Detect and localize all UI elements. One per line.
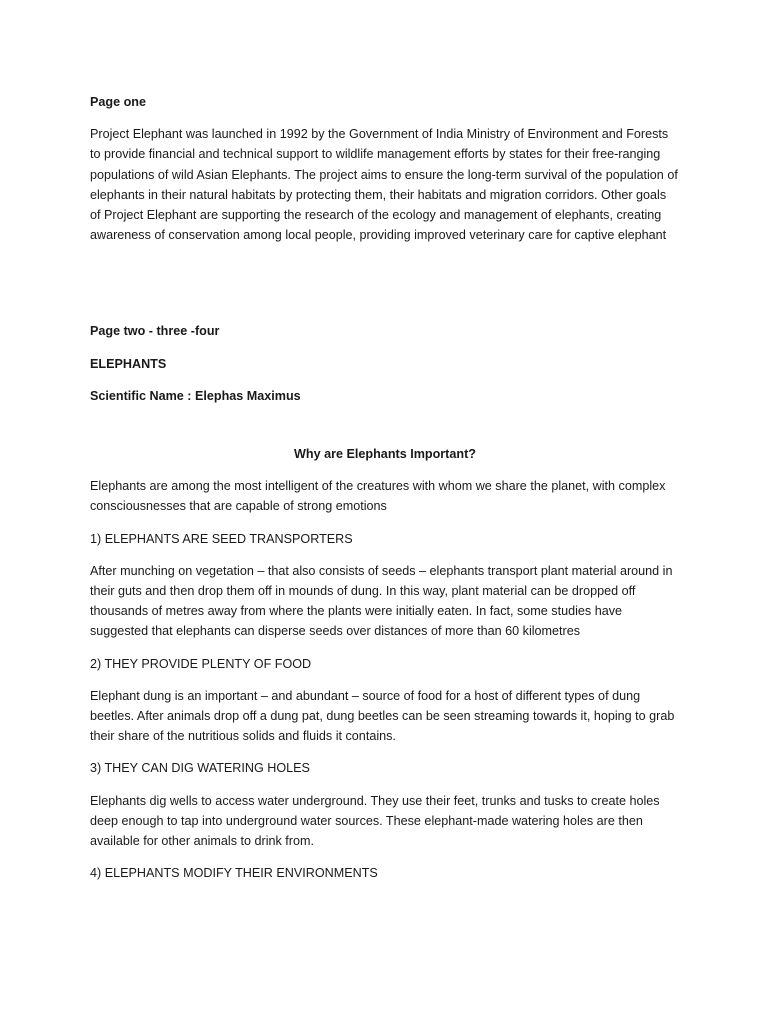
document-page [90, 92, 680, 883]
page-two-heading: Page two - three -four [90, 324, 220, 339]
lead-paragraph: Elephants are among the most intelligent of the creatures with whom we share the planet, with complex consciousnesses that are capable of strong emotions [90, 479, 666, 514]
point-2-title: 2) THEY PROVIDE PLENTY OF FOOD [90, 656, 312, 671]
point-1-body: After munching on vegetation – that also consists of seeds – elephants transport plant material around in their guts and then drop them off in mounds of dung. In this way, plant material can be dropped off thousands of metres away from where the plants were initially eaten. In fact, some studies have suggested that elephants can disperse seeds over distances of more than 60 kilometres [90, 563, 673, 639]
point-3-body: Elephants dig wells to access water underground. They use their feet, trunks and tusks to create holes deep enough to tap into underground water sources. These elephant-made watering holes are then available for other animals to drink from. [90, 793, 660, 849]
page-one-heading: Page one [90, 95, 146, 109]
elephants-title: ELEPHANTS [90, 356, 167, 371]
point-4-title: 4) ELEPHANTS MODIFY THEIR ENVIRONMENTS [90, 866, 378, 881]
section-title: Why are Elephants Important? [294, 447, 476, 462]
project-elephant-intro: Project Elephant was launched in 1992 by the Government of India Ministry of Environment and Forests to provide financial and technical support to wildlife management efforts by states for their free-ranging populations of wild Asian Elephants. The project aims to ensure the long-term survival of the population of elephants in their natural habitats by protecting them, their habitats and migration corridors. Other goals of Project Elephant are supporting the research of the ecology and management of elephants, creating awareness of conservation among local people, providing improved veterinary care for captive elephant [90, 127, 678, 243]
point-2-body: Elephant dung is an important – and abundant – source of food for a host of different types of dung beetles. After animals drop off a dung pat, dung beetles can be seen streaming towards it, hoping to grab their share of the nutritious solids and fluids it contains. [90, 688, 675, 744]
scientific-name: Scientific Name : Elephas Maximus [90, 388, 301, 403]
point-3-title: 3) THEY CAN DIG WATERING HOLES [90, 761, 310, 776]
point-1-title: 1) ELEPHANTS ARE SEED TRANSPORTERS [90, 531, 353, 546]
